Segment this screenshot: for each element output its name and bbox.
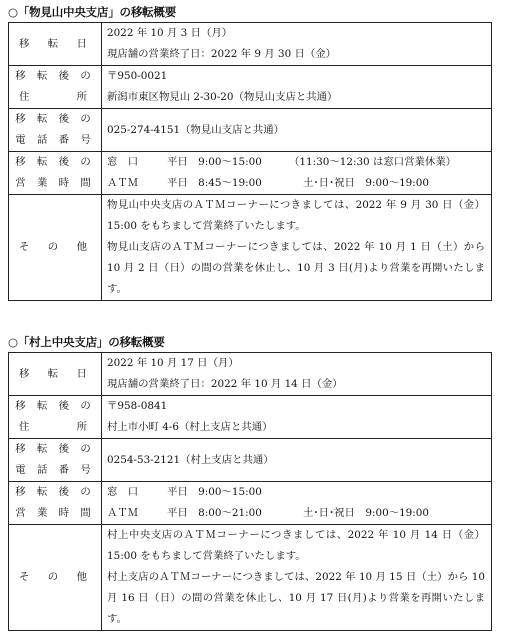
label-phone: 移 転 後 の 電 話 番 号 [9, 109, 102, 152]
row-address [9, 396, 492, 439]
value-phone: 0254-53-2121（村上支店と共通） [102, 439, 492, 482]
row-phone [9, 439, 492, 482]
row-address [9, 66, 492, 109]
label-business-hours: 移 転 後 の 営 業 時 間 [9, 152, 102, 195]
relocation-section-murakami [8, 334, 492, 631]
label-phone: 移 転 後 の 電 話 番 号 [9, 439, 102, 482]
label-other: そ の 他 [9, 195, 102, 301]
relocation-table [8, 352, 492, 631]
value-other: 村上中央支店のＡＴＭコーナーにつきましては、2022 年 10 月 14 日（金）15:00 をもちまして営業終了いたします。 村上支店のＡＴＭコーナーにつきましては、2022 年 10 月 15 日（土）から 10 月 16 日（日）の間の営業を休止し、10 月 17 日(月)より営業を再開いたします。 [102, 525, 492, 631]
row-phone [9, 109, 492, 152]
row-business-hours [9, 482, 492, 525]
value-business-hours: 窓 口 平日 9:00～15:00 ＡＴＭ 平日 8:00～21:00 土･日･祝日 9:00～19:00 [102, 482, 492, 525]
row-other [9, 195, 492, 301]
value-address: 〒958-0841 村上市小町 4-6（村上支店と共通） [102, 396, 492, 439]
relocation-table [8, 22, 492, 301]
label-address: 移 転 後 の 住 所 [9, 66, 102, 109]
row-business-hours [9, 152, 492, 195]
section-heading: ○「物見山中央支店」の移転概要 [8, 5, 177, 19]
row-other [9, 525, 492, 631]
label-other: そ の 他 [9, 525, 102, 631]
value-other: 物見山中央支店のＡＴＭコーナーにつきましては、2022 年 9 月 30 日（金）15:00 をもちまして営業終了いたします。 物見山支店のＡＴＭコーナーにつきましては、2022 年 10 月 1 日（土）から 10 月 2 日（日）の間の営業を休止し、10 月 3 日(月)より営業を再開いたします。 [102, 195, 492, 301]
row-relocation-date [9, 353, 492, 396]
value-business-hours: 窓 口 平日 9:00～15:00 （11:30～12:30 は窓口営業休業） ＡＴＭ 平日 8:45～19:00 土･日･祝日 9:00～19:00 [102, 152, 492, 195]
relocation-section-monomiyama [8, 4, 492, 301]
label-address: 移 転 後 の 住 所 [9, 396, 102, 439]
value-address: 〒950-0021 新潟市東区物見山 2-30-20（物見山支店と共通） [102, 66, 492, 109]
label-relocation-date: 移 転 日 [9, 23, 102, 66]
value-relocation-date: 2022 年 10 月 17 日（月） 現店舗の営業終了日：2022 年 10 月 14 日（金） [102, 353, 492, 396]
value-phone: 025-274-4151（物見山支店と共通） [102, 109, 492, 152]
label-business-hours: 移 転 後 の 営 業 時 間 [9, 482, 102, 525]
label-relocation-date: 移 転 日 [9, 353, 102, 396]
row-relocation-date [9, 23, 492, 66]
value-relocation-date: 2022 年 10 月 3 日（月） 現店舗の営業終了日：2022 年 9 月 30 日（金） [102, 23, 492, 66]
section-heading: ○「村上中央支店」の移転概要 [8, 335, 165, 349]
